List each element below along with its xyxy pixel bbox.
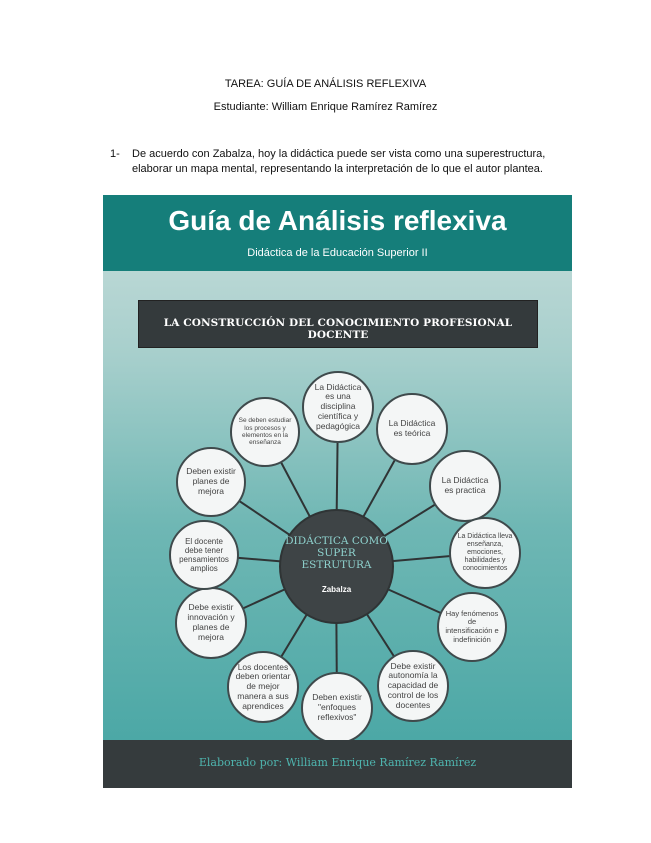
student-name: Estudiante: William Enrique Ramírez Ramírez	[213, 101, 438, 113]
topic-banner-text: LA CONSTRUCCIÓN DEL CONOCIMIENTO PROFESIONAL DOCENTE	[163, 317, 513, 341]
poster-subtitle: Didáctica de la Educación Superior II	[247, 247, 428, 259]
question-text: De acuerdo con Zabalza, hoy la didáctica puede ser vista como una superestructura, elaborar un mapa mental, representando la interpretación de lo que el autor plantea.	[132, 148, 546, 175]
concept-node	[376, 393, 448, 465]
central-concept-node	[279, 509, 394, 624]
concept-node-text: La Didáctica es teórica	[388, 418, 436, 438]
poster-footer-text: Elaborado por: William Enrique Ramírez Ramírez	[198, 756, 477, 769]
concept-node-text: El docente debe tener pensamientos amplios	[179, 536, 229, 574]
concept-node-text: Deben existir planes de mejora	[186, 466, 236, 496]
central-concept-title: DIDÁCTICA COMO SUPER ESTRUTURA	[285, 535, 388, 571]
concept-node	[429, 450, 501, 522]
concept-node-text: Los docentes deben orientar de mejor manera a sus aprendices	[235, 661, 291, 711]
concept-node-text: La Didáctica es una disciplina científica y pedagógica	[314, 381, 362, 431]
concept-node	[302, 371, 374, 443]
concept-node-text: Deben existir "enfoques reflexivos"	[312, 692, 362, 722]
concept-node	[176, 447, 246, 517]
concept-node	[301, 672, 373, 744]
concept-node-text: La Didáctica es practica	[441, 475, 489, 495]
concept-node-text: La Didáctica lleva enseñanza, emociones, habilidades y conocimientos	[457, 532, 513, 573]
poster-footer	[103, 740, 572, 788]
mind-map-poster	[103, 195, 572, 788]
mind-map-connectors	[103, 195, 572, 740]
question-number: 1-	[110, 148, 120, 160]
poster-title: Guía de Análisis reflexiva	[168, 205, 507, 236]
concept-node	[169, 520, 239, 590]
document-title: TAREA: GUÍA DE ANÁLISIS REFLEXIVA	[224, 78, 427, 90]
concept-node	[175, 587, 247, 659]
concept-node	[377, 650, 449, 722]
concept-node-text: Debe existir autonomía la capacidad de control de los docentes	[387, 660, 439, 710]
central-concept-author: Zabalza	[321, 585, 352, 594]
concept-node-text: Hay fenómenos de intensificación e indefinición	[445, 608, 499, 644]
concept-node	[227, 651, 299, 723]
concept-node-text: Debe existir innovación y planes de mejora	[187, 602, 235, 642]
concept-node-text: Se deben estudiar los procesos y elementos en la enseñanza	[238, 417, 292, 447]
concept-node	[449, 517, 521, 589]
concept-node	[437, 592, 507, 662]
concept-node	[230, 397, 300, 467]
